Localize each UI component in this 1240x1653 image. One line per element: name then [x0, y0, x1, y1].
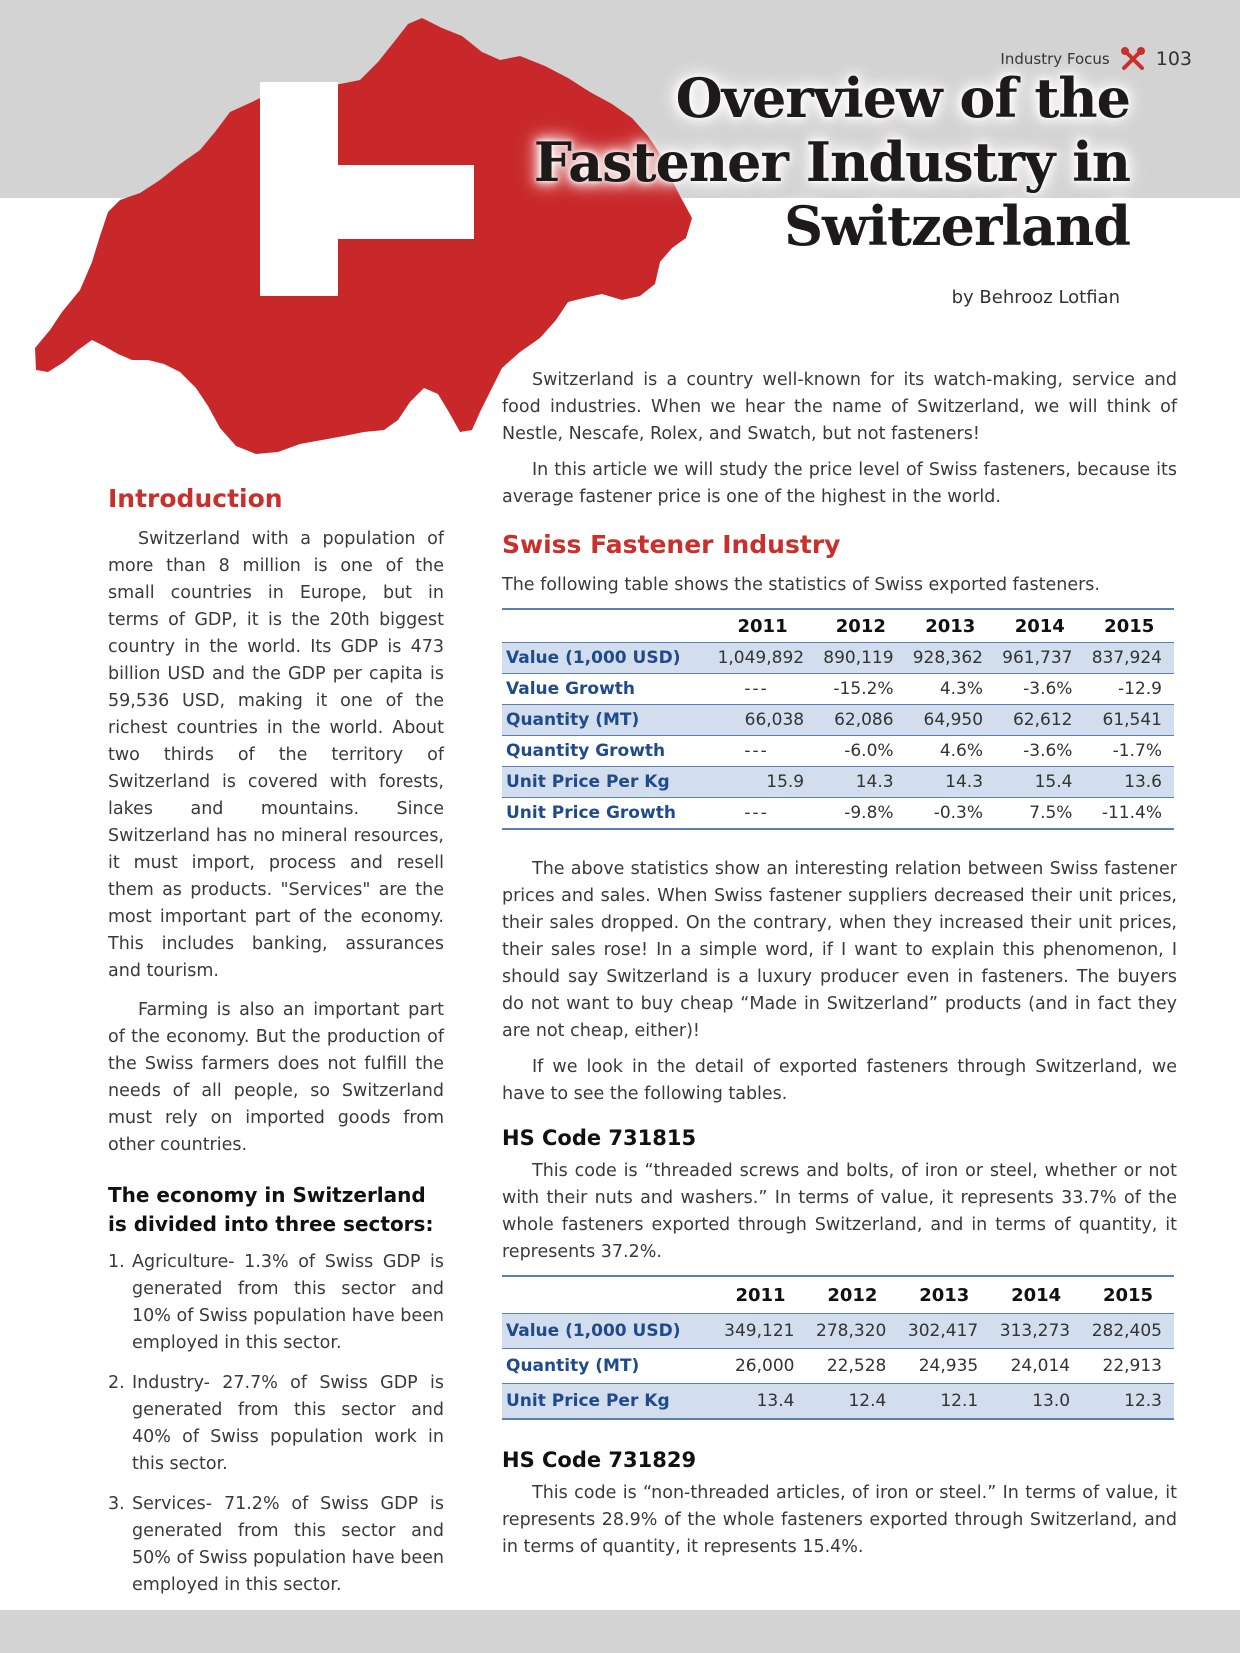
row-label: Quantity (MT): [502, 705, 709, 736]
intro-paragraph: Farming is also an important part of the economy. But the production of the Swiss farmers does not fulfill the needs of all people, so Switzerland must rely on imported goods from other countries.: [108, 1000, 444, 1155]
table-cell: 22,913: [1102, 1356, 1162, 1376]
table-cell: -0.3%: [933, 803, 984, 823]
table-cell: 14.3: [906, 767, 995, 798]
table-cell: 349,121: [715, 1314, 807, 1349]
title-line: Fastener Industry in: [533, 130, 1130, 194]
year-header: 2011: [737, 615, 788, 637]
table-row: [502, 1349, 1174, 1384]
table-cell: 13.0: [990, 1384, 1082, 1420]
industry-heading: Swiss Fastener Industry: [502, 530, 841, 559]
table-cell: 313,273: [990, 1314, 1082, 1349]
table-cell: 4.3%: [939, 679, 984, 699]
lead-text: [502, 367, 1177, 520]
table-cell: 12.1: [898, 1384, 990, 1420]
table-cell: 62,086: [816, 705, 905, 736]
table-row: [502, 705, 1174, 736]
year-header: 2015: [1102, 1284, 1154, 1306]
hs-description: This code is “non-threaded articles, of iron or steel.” In terms of value, it represents 28.9% of the whole fasteners exported through Switzerland, and in terms of quantity, it represents 15.4%.: [502, 1483, 1177, 1557]
introduction-heading: Introduction: [108, 484, 283, 513]
row-label: Quantity (MT): [506, 1356, 640, 1376]
list-number: 1.: [108, 1252, 125, 1272]
table-row: [502, 736, 1174, 767]
analysis-paragraph: The above statistics show an interesting relation between Swiss fastener prices and sales. When Swiss fastener suppliers decreased their unit prices, their sales dropped. On the contrary, when they increased their unit prices, their sales rose! In a simple word, if I want to explain this phenomenon, I should say Switzerland is a luxury producer even in fasteners. The buyers do not want to buy cheap “Made in Switzerland” products (and in fact they are not cheap, either)!: [502, 859, 1177, 1041]
table-row: [502, 1314, 1174, 1349]
table-cell: 13.6: [1084, 767, 1174, 798]
list-item: [108, 1491, 444, 1599]
list-text: Services- 71.2% of Swiss GDP is generated from this sector and 50% of Swiss population have been employed in this sector.: [132, 1494, 444, 1595]
row-label: Unit Price Per Kg: [502, 767, 709, 798]
table-row: [502, 643, 1174, 674]
table-cell: -6.0%: [844, 741, 894, 761]
table-cell: 24,014: [1010, 1356, 1071, 1376]
year-header: 2012: [835, 615, 886, 637]
left-column: [108, 482, 444, 1612]
table-row: [502, 767, 1174, 798]
right-column: [502, 528, 1177, 1570]
analysis-paragraph: If we look in the detail of exported fasteners through Switzerland, we have to see the following tables.: [502, 1057, 1177, 1104]
table-cell: 15.4: [995, 767, 1084, 798]
year-header: 2012: [827, 1284, 878, 1306]
table-cell: -12.9: [1118, 679, 1162, 699]
intro-paragraph: Switzerland with a population of more than 8 million is one of the small countries in Europe, but in terms of GDP, it is the 20th biggest country in the world. Its GDP is 473 billion USD and the GDP per capita is 59,536 USD, making it one of the richest countries in the world. About two thirds of the territory of Switzerland is covered with forests, lakes and mountains. Since Switzerland has no mineral resources, it must import, process and resell them as products. "Services" are the most important part of the economy. This includes banking, assurances and tourism.: [108, 529, 444, 981]
page-number: 103: [1155, 48, 1192, 70]
table-cell: ---: [744, 741, 769, 761]
table-cell: 13.4: [715, 1384, 807, 1420]
table-cell: 278,320: [806, 1314, 898, 1349]
table-cell: 66,038: [709, 705, 816, 736]
article-title: [410, 66, 1130, 258]
table-cell: 24,935: [918, 1356, 979, 1376]
row-label: Value Growth: [506, 679, 636, 699]
table-cell: 14.3: [816, 767, 905, 798]
row-label: Unit Price Growth: [506, 803, 676, 823]
export-stats-table: [502, 608, 1174, 830]
footer-band: [0, 1610, 1240, 1653]
year-header: 2015: [1104, 615, 1155, 637]
year-header: 2013: [925, 615, 976, 637]
table-header-row: [502, 609, 1174, 643]
row-label: Unit Price Per Kg: [502, 1384, 715, 1420]
table-cell: 22,528: [826, 1356, 887, 1376]
table-row: [502, 798, 1174, 830]
table-cell: 12.4: [806, 1384, 898, 1420]
table-cell: 7.5%: [1029, 803, 1073, 823]
table-cell: -11.4%: [1101, 803, 1162, 823]
year-header: 2014: [1014, 615, 1065, 637]
sectors-list: [108, 1249, 444, 1599]
byline: by Behrooz Lotfian: [951, 287, 1120, 308]
table-cell: 890,119: [816, 643, 905, 674]
table-cell: -1.7%: [1112, 741, 1162, 761]
list-item: [108, 1249, 444, 1357]
table-cell: 62,612: [995, 705, 1084, 736]
list-number: 3.: [108, 1494, 125, 1514]
table-cell: 15.9: [709, 767, 816, 798]
table-cell: 302,417: [898, 1314, 990, 1349]
table-cell: 61,541: [1084, 705, 1174, 736]
hs-code-heading: HS Code 731829: [502, 1448, 697, 1472]
row-label: Value (1,000 USD): [502, 1314, 715, 1349]
table-intro: The following table shows the statistics of Swiss exported fasteners.: [502, 575, 1100, 595]
table-cell: 1,049,892: [709, 643, 816, 674]
table-cell: 64,950: [906, 705, 995, 736]
table-cell: 4.6%: [939, 741, 984, 761]
table-header-row: [502, 1276, 1174, 1314]
table-cell: ---: [744, 803, 769, 823]
table-cell: 961,737: [995, 643, 1084, 674]
table-cell: 26,000: [734, 1356, 795, 1376]
table-cell: -9.8%: [844, 803, 894, 823]
table-cell: ---: [744, 679, 769, 699]
section-label: Industry Focus: [1000, 50, 1110, 68]
list-text: Agriculture- 1.3% of Swiss GDP is generated from this sector and 10% of Swiss population have been employed in this sector.: [132, 1252, 444, 1353]
row-label: Value (1,000 USD): [502, 643, 709, 674]
table-cell: 282,405: [1082, 1314, 1174, 1349]
table-cell: -15.2%: [833, 679, 894, 699]
sectors-heading: The economy in Switzerland is divided into three sectors:: [108, 1183, 434, 1236]
year-header: 2011: [735, 1284, 786, 1306]
hs-731815-table: [502, 1275, 1174, 1420]
table-cell: -3.6%: [1023, 679, 1073, 699]
table-row: [502, 1384, 1174, 1420]
hs-description: This code is “threaded screws and bolts, of iron or steel, whether or not with their nuts and washers.” In terms of value, it represents 33.7% of the whole fasteners exported through Switzerland, and in terms of quantity, it represents 37.2%.: [502, 1161, 1177, 1262]
table-cell: 928,362: [906, 643, 995, 674]
table-cell: -3.6%: [1023, 741, 1073, 761]
header-cell: [502, 609, 709, 643]
list-item: [108, 1370, 444, 1478]
table-cell: 12.3: [1082, 1384, 1174, 1420]
title-line: Switzerland: [784, 194, 1130, 258]
hs-code-heading: HS Code 731815: [502, 1126, 697, 1150]
lead-paragraph: In this article we will study the price level of Swiss fasteners, because its average fastener price is one of the highest in the world.: [502, 460, 1177, 507]
lead-paragraph: Switzerland is a country well-known for its watch-making, service and food industries. When we hear the name of Switzerland, we will think of Nestle, Nescafe, Rolex, and Swatch, but not fasteners!: [502, 370, 1177, 444]
list-number: 2.: [108, 1373, 125, 1393]
list-text: Industry- 27.7% of Swiss GDP is generated from this sector and 40% of Swiss population work in this sector.: [132, 1373, 444, 1474]
header-cell: [502, 1276, 715, 1314]
table-row: [502, 674, 1174, 705]
row-label: Quantity Growth: [506, 741, 666, 761]
year-header: 2014: [1011, 1284, 1062, 1306]
table-cell: 837,924: [1084, 643, 1174, 674]
year-header: 2013: [919, 1284, 970, 1306]
title-line: Overview of the: [675, 66, 1130, 130]
